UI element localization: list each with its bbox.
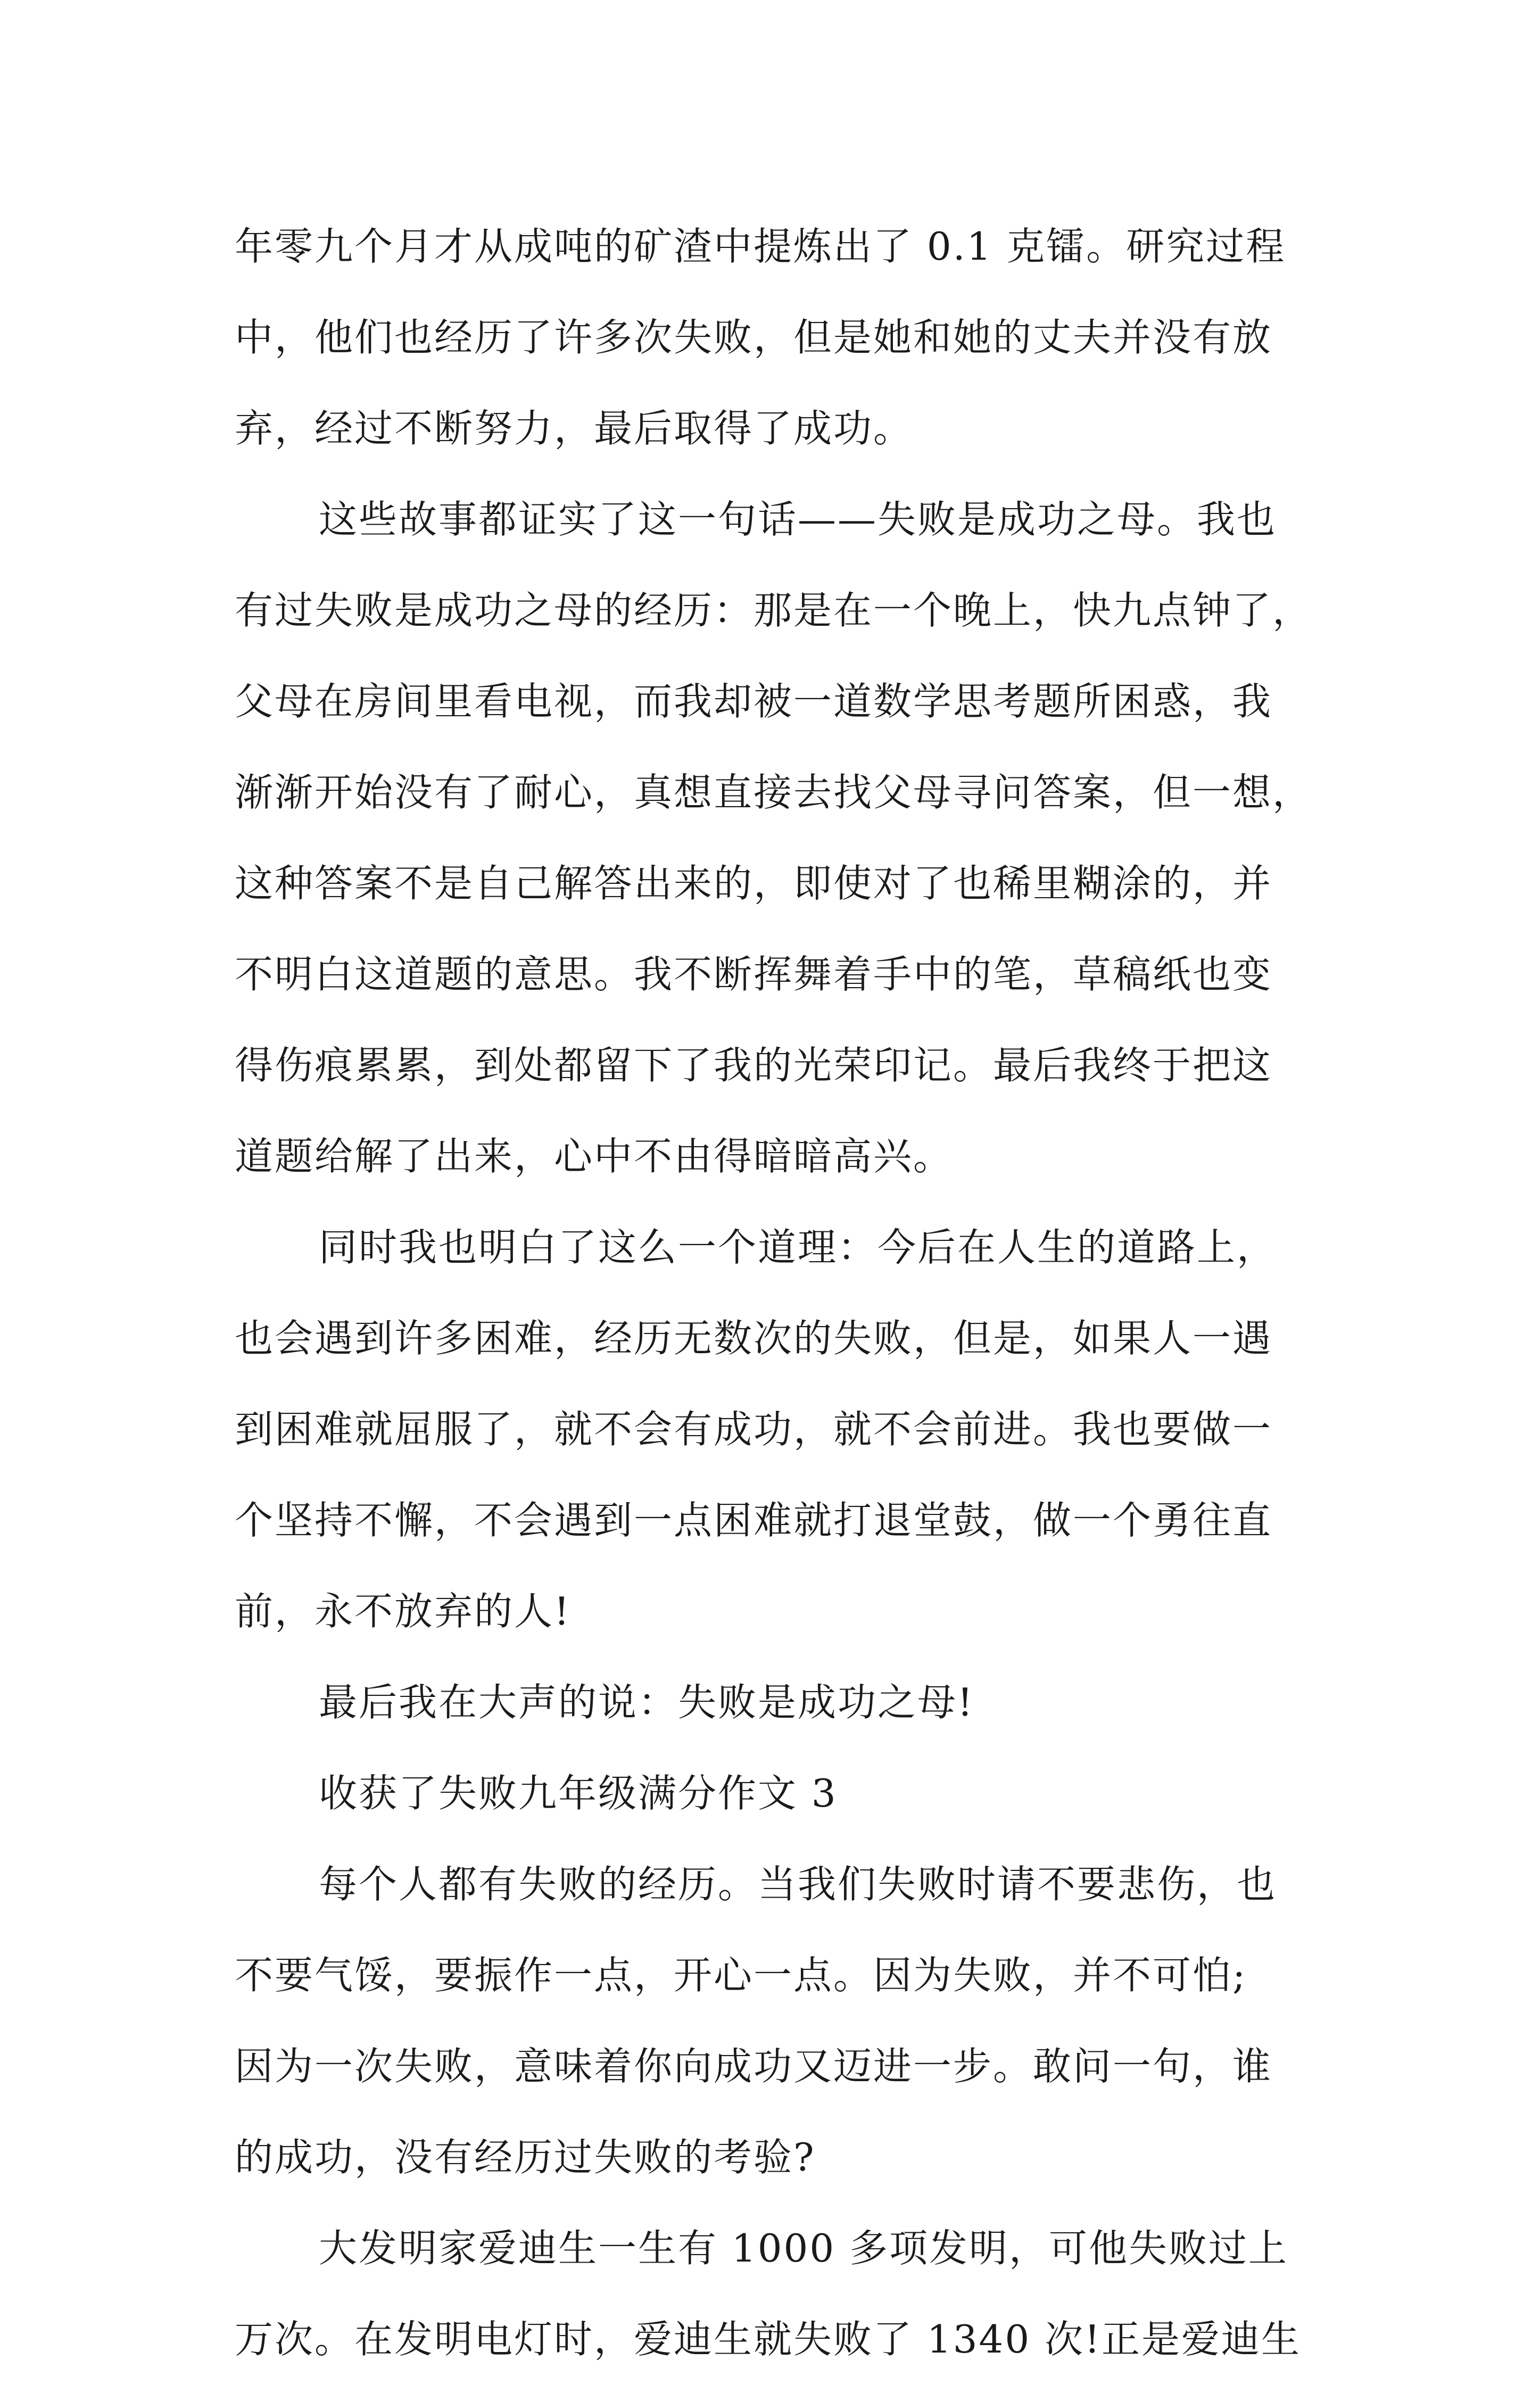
text-line: 到困难就屈服了，就不会有成功，就不会前进。我也要做一 <box>235 1407 1273 1452</box>
text-line: 渐渐开始没有了耐心，真想直接去找父母寻问答案，但一想， <box>235 770 1313 815</box>
text-line: 不要气馁，要振作一点，开心一点。因为失败，并不可怕; <box>235 1953 1247 1998</box>
text-line: 道题给解了出来，心中不由得暗暗高兴。 <box>235 1134 954 1179</box>
text-line: 父母在房间里看电视，而我却被一道数学思考题所困惑，我 <box>235 679 1273 724</box>
paragraph-start-line: 每个人都有失败的经历。当我们失败时请不要悲伤，也 <box>319 1862 1277 1907</box>
text-line: 因为一次失败，意味着你向成功又迈进一步。敢问一句，谁 <box>235 2044 1273 2089</box>
text-line: 不明白这道题的意思。我不断挥舞着手中的笔，草稿纸也变 <box>235 952 1273 997</box>
text-line: 中，他们也经历了许多次失败，但是她和她的丈夫并没有放 <box>235 315 1273 360</box>
essay-text <box>235 201 1320 2385</box>
text-line: 弃，经过不断努力，最后取得了成功。 <box>235 406 914 451</box>
text-line: 得伤痕累累，到处都留下了我的光荣印记。最后我终于把这 <box>235 1043 1273 1088</box>
paragraph-start-line: 同时我也明白了这么一个道理：今后在人生的道路上， <box>319 1225 1277 1270</box>
paragraph-start-line: 最后我在大声的说：失败是成功之母! <box>319 1680 974 1725</box>
text-line: 的成功，没有经历过失败的考验? <box>235 2135 816 2180</box>
text-line: 有过失败是成功之母的经历：那是在一个晚上，快九点钟了， <box>235 588 1313 633</box>
text-line: 年零九个月才从成吨的矿渣中提炼出了 0.1 克镭。研究过程 <box>235 224 1286 269</box>
text-line: 万次。在发明电灯时，爱迪生就失败了 1340 次!正是爱迪生 <box>235 2317 1301 2362</box>
text-line: 前，永不放弃的人! <box>235 1589 571 1634</box>
text-line: 也会遇到许多困难，经历无数次的失败，但是，如果人一遇 <box>235 1316 1273 1361</box>
paragraph-start-line: 这些故事都证实了这一句话——失败是成功之母。我也 <box>319 497 1277 542</box>
section-heading: 收获了失败九年级满分作文 3 <box>319 1771 838 1816</box>
text-line: 这种答案不是自己解答出来的，即使对了也稀里糊涂的，并 <box>235 861 1273 906</box>
paragraph-start-line: 大发明家爱迪生一生有 1000 多项发明，可他失败过上 <box>319 2226 1289 2271</box>
text-line: 个坚持不懈，不会遇到一点困难就打退堂鼓，做一个勇往直 <box>235 1498 1273 1543</box>
